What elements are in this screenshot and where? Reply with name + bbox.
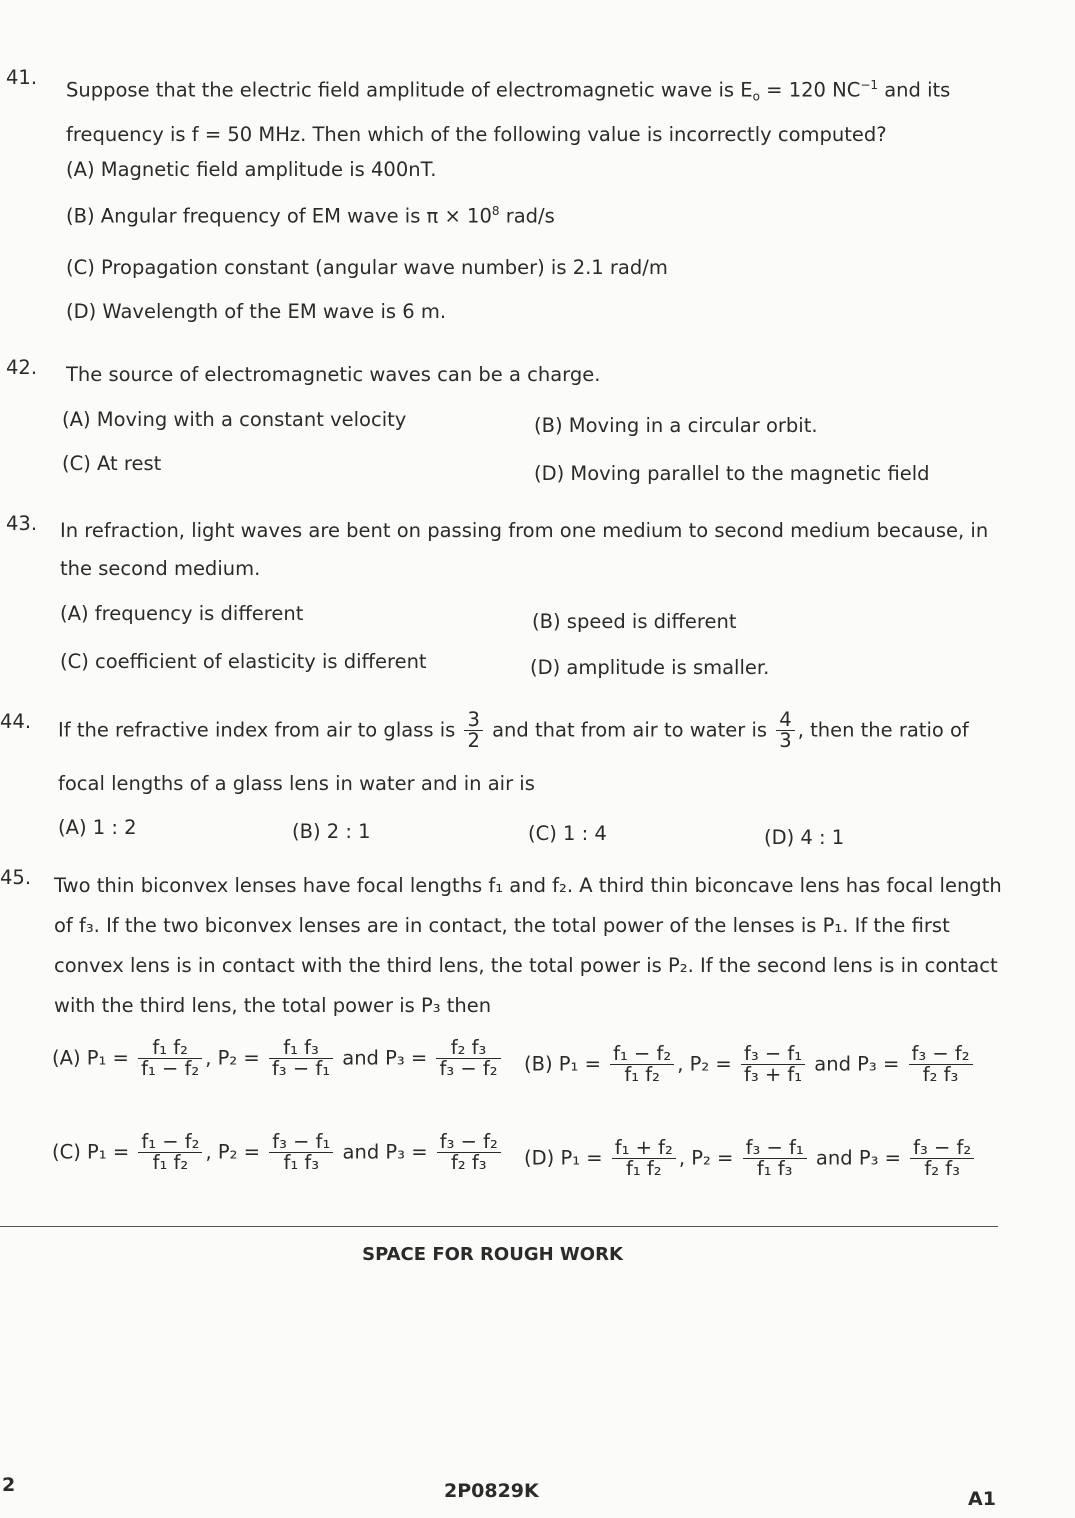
option-c[interactable]: (C) Propagation constant (angular wave number) is 2.1 rad/m (66, 256, 668, 279)
option-b[interactable]: (B) 2 : 1 (292, 820, 371, 843)
fraction: $\frac{\text{f₃ − f₂}}{\text{f₂ f₃}}$ (910, 1138, 974, 1180)
option-a[interactable]: (A) frequency is different (60, 602, 304, 625)
page-number: 2 (2, 1474, 16, 1496)
option-d[interactable]: (D) amplitude is smaller. (530, 656, 770, 679)
option-b[interactable]: (B) Angular frequency of EM wave is $\pi \times 10^8$ rad/s (66, 204, 555, 228)
question-text-cont: focal lengths of a glass lens in water and in air is (58, 772, 535, 795)
option-c[interactable]: (C) P₁ = $\frac{\text{f₁ − f₂}}{\text{f₁ f₂}}$ , P₂ = $\frac{\text{f₃ − f₁}}{\text{f₁ f₃}}$ and P₃ = $\frac{\text{f₃ − f₂}}{\text{f₂ f₃}}$ (52, 1132, 504, 1174)
option-c[interactable]: (C) At rest (62, 452, 162, 475)
fraction: $\frac{\text{f₃ − f₂}}{\text{f₂ f₃}}$ (909, 1044, 973, 1086)
option-d[interactable]: (D) P₁ = $\frac{\text{f₁ + f₂}}{\text{f₁ f₂}}$ , P₂ = $\frac{\text{f₃ − f₁}}{\text{f₁ f₃}}$ and P₃ = $\frac{\text{f₃ − f₂}}{\text{f₂ f₃}}$ (524, 1138, 977, 1180)
option-a[interactable]: (A) P₁ = $\frac{\text{f₁ f₂}}{\text{f₁ − f₂}}$ , P₂ = $\frac{\text{f₁ f₃}}{\text{f₃ − f₁}}$ and P₃ = $\frac{\text{f₂ f₃}}{\text{f₃ − f₂}}$ (52, 1038, 504, 1080)
option-a[interactable]: (A) Moving with a constant velocity (62, 408, 407, 431)
fraction: $\frac{4}{3}$ (776, 710, 794, 752)
fraction: $\frac{\text{f₂ f₃}}{\text{f₃ − f₂}}$ (436, 1038, 500, 1080)
question-number: 42. (6, 356, 38, 379)
question-text: Two thin biconvex lenses have focal lengths f₁ and f₂. A third thin biconcave lens has focal length of f₃. If the two biconvex lenses are in contact, the total power of the lenses is P₁. If the first convex lens is in contact with the third lens, the total power is P₂. If the second lens is in contact with the third lens, the total power is P₃ then (54, 874, 1002, 1017)
option-b[interactable]: (B) P₁ = $\frac{\text{f₁ − f₂}}{\text{f₁ f₂}}$ , P₂ = $\frac{\text{f₃ − f₁}}{\text{f₃ + f₁}}$ and P₃ = $\frac{\text{f₃ − f₂}}{\text{f₂ f₃}}$ (524, 1044, 976, 1086)
question-text: Suppose that the electric field amplitude of electromagnetic wave is $E_o = 120$ $NC^{-1}$ and its frequency is f = 50 MHz. Then which of the following value is incorrectly computed? (66, 78, 951, 146)
fraction: $\frac{3}{2}$ (464, 710, 482, 752)
question-text: The source of electromagnetic waves can be a charge. (66, 363, 601, 386)
option-c[interactable]: (C) 1 : 4 (528, 822, 607, 845)
fraction: $\frac{\text{f₁ − f₂}}{\text{f₁ f₂}}$ (138, 1132, 202, 1174)
fraction: $\frac{\text{f₃ − f₂}}{\text{f₂ f₃}}$ (437, 1132, 501, 1174)
fraction: $\frac{\text{f₁ f₃}}{\text{f₃ − f₁}}$ (269, 1038, 333, 1080)
option-a[interactable]: (A) 1 : 2 (58, 816, 137, 839)
set-code: A1 (968, 1488, 996, 1510)
option-b[interactable]: (B) Moving in a circular orbit. (534, 414, 818, 437)
question-number: 41. (6, 66, 38, 89)
fraction: $\frac{\text{f₁ − f₂}}{\text{f₁ f₂}}$ (610, 1044, 674, 1086)
question-number: 45. (0, 866, 32, 889)
question-text: In refraction, light waves are bent on passing from one medium to second medium because, in the second medium. (60, 519, 989, 580)
option-d[interactable]: (D) Moving parallel to the magnetic field (534, 462, 930, 485)
question-number: 43. (6, 512, 38, 535)
option-b[interactable]: (B) speed is different (532, 610, 737, 633)
fraction: $\frac{\text{f₁ + f₂}}{\text{f₁ f₂}}$ (612, 1138, 676, 1180)
option-c[interactable]: (C) coefficient of elasticity is different (60, 650, 427, 673)
fraction: $\frac{\text{f₃ − f₁}}{\text{f₁ f₃}}$ (743, 1138, 807, 1180)
fraction: $\frac{\text{f₁ f₂}}{\text{f₁ − f₂}}$ (138, 1038, 202, 1080)
fraction: $\frac{\text{f₃ − f₁}}{\text{f₁ f₃}}$ (269, 1132, 333, 1174)
paper-code: 2P0829K (444, 1480, 539, 1502)
option-a[interactable]: (A) Magnetic field amplitude is 400nT. (66, 158, 437, 181)
option-d[interactable]: (D) 4 : 1 (764, 826, 845, 849)
divider (0, 1226, 998, 1227)
question-number: 44. (0, 710, 32, 733)
rough-work-heading: SPACE FOR ROUGH WORK (362, 1244, 623, 1265)
option-d[interactable]: (D) Wavelength of the EM wave is 6 m. (66, 300, 447, 323)
question-text: If the refractive index from air to glass is $\frac{3}{2}$ and that from air to water is $\frac{4}{3}$ , then the ratio of (58, 708, 969, 753)
fraction: $\frac{\text{f₃ − f₁}}{\text{f₃ + f₁}}$ (741, 1044, 805, 1086)
